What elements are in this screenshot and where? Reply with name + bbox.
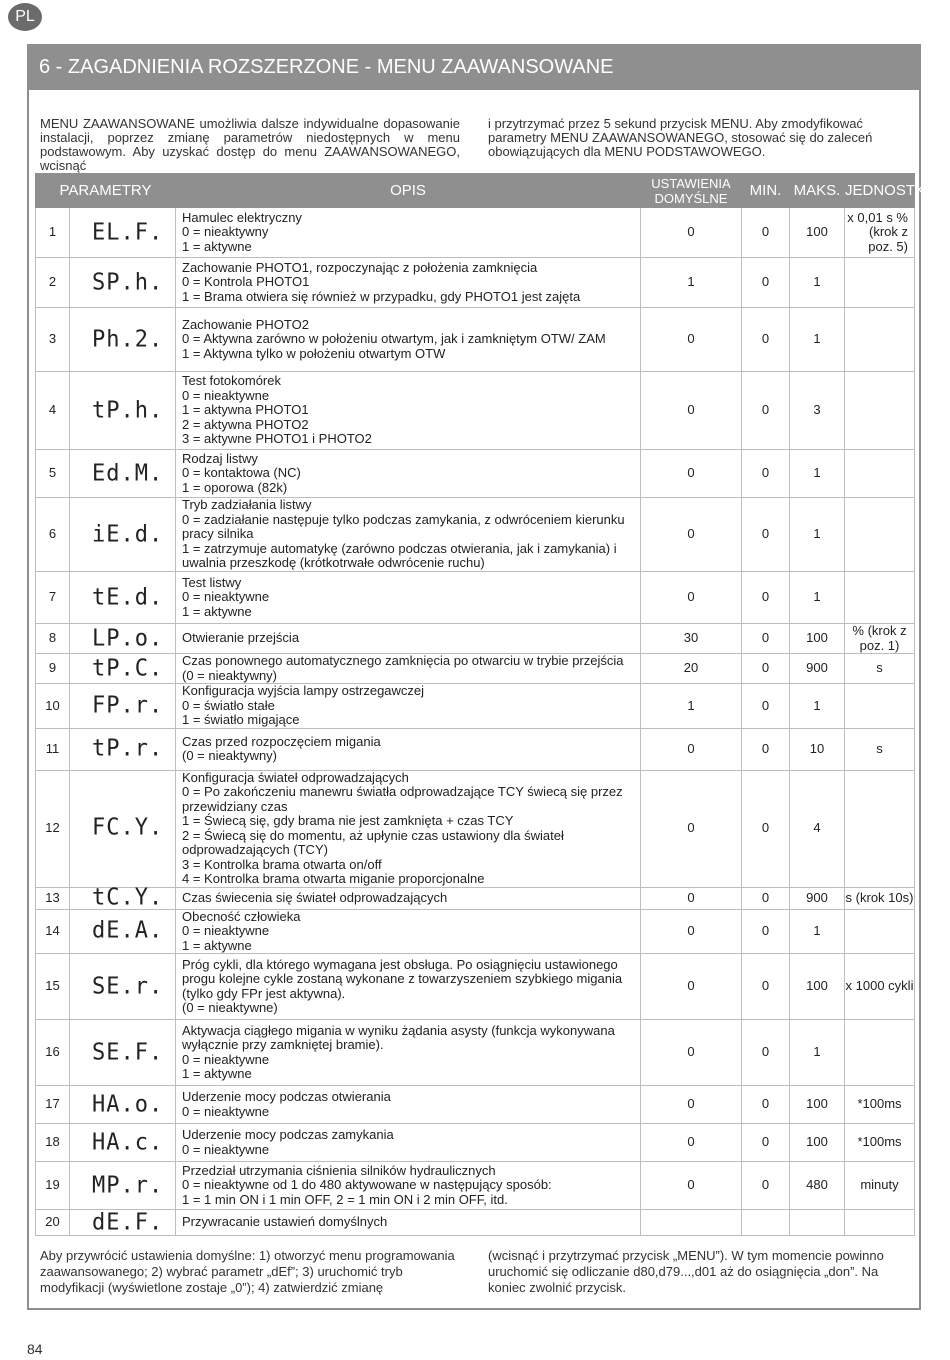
table-row (36, 372, 915, 450)
table-row (36, 1124, 915, 1162)
description-line: Obecność człowieka (182, 908, 301, 924)
min-value: 0 (742, 909, 790, 954)
parameter-code-display: Ed.M. (70, 448, 176, 498)
description-line: 1 = Brama otwiera się również w przypadku, gdy PHOTO1 jest zajęta (182, 288, 581, 304)
description-line: Przywracanie ustawień domyślnych (182, 1214, 388, 1230)
parameter-description (176, 498, 641, 572)
parameter-description (176, 308, 641, 372)
table-row (36, 498, 915, 572)
unit-value: *100ms (845, 1124, 915, 1162)
parameter-description (176, 372, 641, 450)
description-line: 0 = nieaktywny (182, 224, 269, 240)
min-value: 0 (742, 258, 790, 308)
description-line: 1 = światło migające (182, 712, 300, 727)
description-line: 0 = nieaktywne (182, 923, 270, 938)
min-value: 0 (742, 572, 790, 624)
row-number: 15 (36, 954, 70, 1020)
default-value (641, 1210, 742, 1236)
header-unit: JEDNOSTKA (845, 174, 915, 208)
row-number: 9 (36, 654, 70, 684)
default-value: 1 (641, 258, 742, 308)
min-value: 0 (742, 887, 790, 909)
description-line: Test listwy (182, 574, 242, 590)
row-number: 1 (36, 208, 70, 258)
min-value: 0 (742, 654, 790, 684)
intro-text-left: MENU ZAAWANSOWANE umożliwia dalsze indywidualne dopasowanie instalacji, poprzez zmianę parametrów niedostępnych w menu podstawowym. Aby uzyskać dostęp do menu ZAAWANSOWANEGO, wcisnąć (40, 116, 460, 173)
parameter-code-display: LP.o. (70, 623, 176, 655)
min-value: 0 (742, 624, 790, 654)
description-line: 0 = nieaktywne (182, 387, 270, 403)
max-value: 100 (790, 1086, 845, 1124)
table-row (36, 450, 915, 498)
header-opis: OPIS (176, 174, 641, 208)
section-title: 6 - ZAGADNIENIA ROZSZERZONE - MENU ZAAWANSOWANE (27, 44, 921, 90)
max-value: 100 (790, 954, 845, 1020)
max-value: 1 (790, 909, 845, 954)
parameter-description (176, 887, 641, 909)
parameter-code-display: dE.A. (70, 908, 176, 955)
parameters-table (35, 173, 936, 1236)
parameter-description (176, 624, 641, 654)
max-value: 1 (790, 684, 845, 729)
row-number: 16 (36, 1020, 70, 1086)
parameter-description (176, 258, 641, 308)
row-number: 5 (36, 450, 70, 498)
min-value: 0 (742, 1020, 790, 1086)
parameter-code-display: SE.r. (70, 952, 176, 1021)
parameter-description (176, 909, 641, 954)
description-line: 1 = aktywne (182, 238, 252, 254)
default-value: 20 (641, 654, 742, 684)
default-value: 0 (641, 1124, 742, 1162)
parameter-description (176, 1210, 641, 1236)
header-min: MIN. (742, 174, 790, 208)
table-row (36, 208, 915, 258)
default-value: 0 (641, 728, 742, 770)
max-value: 100 (790, 624, 845, 654)
table-row (36, 1020, 915, 1086)
min-value: 0 (742, 308, 790, 372)
table-row (36, 770, 915, 887)
unit-value (845, 498, 915, 572)
description-line: 0 = nieaktywne (182, 1141, 270, 1157)
parameter-description (176, 208, 641, 258)
description-line: 0 = nieaktywne od 1 do 480 aktywowane w następujący sposób: (182, 1177, 552, 1193)
description-line: 1 = aktywne (182, 1066, 252, 1081)
min-value: 0 (742, 208, 790, 258)
parameter-description (176, 450, 641, 498)
max-value: 1 (790, 498, 845, 572)
parameter-code-display: dE.F. (70, 1209, 176, 1236)
parameter-code-display: HA.o. (70, 1085, 176, 1125)
header-max: MAKS. (790, 174, 845, 208)
unit-value (845, 684, 915, 729)
default-value: 0 (641, 498, 742, 572)
min-value (742, 1210, 790, 1236)
unit-value (845, 572, 915, 624)
description-line: 0 = Aktywna zarówno w położeniu otwartym, jak i zamkniętym OTW/ ZAM (182, 331, 606, 347)
row-number: 20 (36, 1210, 70, 1236)
min-value: 0 (742, 684, 790, 729)
description-line: 1 = Aktywna tylko w położeniu otwartym OTW (182, 345, 446, 361)
default-value: 0 (641, 1162, 742, 1210)
description-line: Zachowanie PHOTO1, rozpoczynając z położenia zamknięcia (182, 259, 538, 275)
header-default (641, 174, 742, 208)
description-line: Czas ponownego automatycznego zamknięcia po otwarciu w trybie przejścia (0 = nieaktywny) (182, 653, 624, 683)
default-value: 0 (641, 308, 742, 372)
unit-value (845, 770, 915, 887)
description-line: Test fotokomórek (182, 373, 281, 389)
description-line: (0 = nieaktywne) (182, 1000, 278, 1015)
parameter-description (176, 1086, 641, 1124)
min-value: 0 (742, 450, 790, 498)
parameter-description (176, 654, 641, 684)
description-line: Czas świecenia się świateł odprowadzających (182, 889, 448, 905)
row-number: 2 (36, 258, 70, 308)
description-line: 1 = 1 min ON i 1 min OFF, 2 = 1 min ON i 2 min OFF, itd. (182, 1191, 508, 1207)
row-number: 17 (36, 1086, 70, 1124)
description-line: 1 = Świecą się, gdy brama nie jest zamknięta + czas TCY (182, 813, 514, 828)
parameter-description (176, 728, 641, 770)
description-line: 1 = oporowa (82k) (182, 479, 288, 495)
row-number: 19 (36, 1162, 70, 1210)
min-value: 0 (742, 1086, 790, 1124)
description-line: Konfiguracja świateł odprowadzających (182, 769, 409, 785)
parameter-code-display: FC.Y. (70, 767, 176, 890)
description-line: 0 = światło stałe (182, 697, 275, 713)
parameter-code-display: iE.d. (70, 496, 176, 574)
description-line: Zachowanie PHOTO2 (182, 316, 309, 332)
header-default-line1: USTAWIENIA (651, 175, 731, 191)
max-value: 100 (790, 1124, 845, 1162)
parameter-code-display: SE.F. (70, 1018, 176, 1087)
parameter-code-display: tP.C. (70, 653, 176, 685)
table-row (36, 308, 915, 372)
unit-value (845, 258, 915, 308)
default-value: 0 (641, 372, 742, 450)
description-line: Aktywacja ciągłego migania w wyniku żądania asysty (funkcja wykonywana wyłącznie przy zamkniętej bramie). (182, 1022, 615, 1052)
default-value: 0 (641, 770, 742, 887)
description-line: Hamulec elektryczny (182, 209, 302, 225)
row-number: 3 (36, 308, 70, 372)
row-number: 7 (36, 572, 70, 624)
table-row (36, 624, 915, 654)
min-value: 0 (742, 1162, 790, 1210)
min-value: 0 (742, 728, 790, 770)
table-header-row (36, 174, 915, 208)
unit-value: minuty (845, 1162, 915, 1210)
description-line: 3 = Kontrolka brama otwarta on/off (182, 856, 382, 872)
table-row (36, 909, 915, 954)
max-value: 900 (790, 887, 845, 909)
parameter-description (176, 572, 641, 624)
default-value: 1 (641, 684, 742, 729)
unit-value (845, 909, 915, 954)
default-value: 0 (641, 572, 742, 624)
description-line: (0 = nieaktywny) (182, 748, 278, 763)
description-line: 1 = zatrzymuje automatykę (zarówno podczas otwierania, jak i zamykania) i uwalnia przeszkodę (krótkotrwałe odwrócenie ruchu) (182, 540, 617, 571)
description-line: Uderzenie mocy podczas zamykania (182, 1127, 394, 1142)
parameter-code-display: tP.r. (70, 727, 176, 771)
parameter-description (176, 1162, 641, 1210)
description-line: 1 = aktywne (182, 603, 252, 619)
description-line: Przedział utrzymania ciśnienia silników hydraulicznych (182, 1162, 496, 1178)
parameter-code-display: Ph.2. (70, 306, 176, 373)
unit-value (845, 308, 915, 372)
max-value (790, 1210, 845, 1236)
default-value: 0 (641, 954, 742, 1020)
max-value: 4 (790, 770, 845, 887)
table-row (36, 887, 915, 909)
outro-text-left: Aby przywrócić ustawienia domyślne: 1) otworzyć menu programowania zaawansowanego; 2) wybrać parametr „dEf”; 3) uruchomić tryb modyfikacji (wyświetlone zostaje „0”); 4) zatwierdzić zmianę (40, 1248, 455, 1295)
unit-value: *100ms (845, 1086, 915, 1124)
row-number: 6 (36, 498, 70, 572)
table-row (36, 258, 915, 308)
parameter-description (176, 770, 641, 887)
max-value: 1 (790, 308, 845, 372)
description-line: Rodzaj listwy (182, 450, 258, 466)
description-line: 0 = nieaktywne (182, 1103, 270, 1119)
description-line: 4 = Kontrolka brama otwarta miganie proporcjonalne (182, 871, 485, 886)
parameter-code-display: tP.h. (70, 370, 176, 452)
min-value: 0 (742, 498, 790, 572)
unit-value: s (845, 654, 915, 684)
max-value: 900 (790, 654, 845, 684)
page-number: 84 (27, 1341, 43, 1357)
description-line: 0 = Kontrola PHOTO1 (182, 274, 310, 290)
unit-value (845, 450, 915, 498)
parameter-description (176, 954, 641, 1020)
min-value: 0 (742, 954, 790, 1020)
table-row (36, 1210, 915, 1236)
description-line: Czas przed rozpoczęciem migania (182, 733, 381, 749)
max-value: 3 (790, 372, 845, 450)
row-number: 14 (36, 909, 70, 954)
parameter-code-display: tC.Y. (70, 886, 176, 909)
max-value: 100 (790, 208, 845, 258)
max-value: 1 (790, 258, 845, 308)
table-row (36, 654, 915, 684)
description-line: Konfiguracja wyjścia lampy ostrzegawczej (182, 683, 425, 698)
min-value: 0 (742, 1124, 790, 1162)
unit-value: x 1000 cykli (845, 954, 915, 1020)
row-number: 10 (36, 684, 70, 729)
description-line: Uderzenie mocy podczas otwierania (182, 1089, 391, 1104)
default-value: 0 (641, 909, 742, 954)
row-number: 11 (36, 728, 70, 770)
description-line: 2 = Świecą się do momentu, aż upłynie czas ustawiony dla świateł odprowadzających (TCY) (182, 827, 564, 857)
row-number: 4 (36, 372, 70, 450)
unit-value: s (krok 10s) (845, 887, 915, 909)
max-value: 1 (790, 572, 845, 624)
outro-text-right: (wcisnąć i przytrzymać przycisk „MENU”). W tym momencie powinno uruchomić się odliczanie d80,d79...,d01 aż do osiągnięcia „don”. Na koniec zwolnić przycisk. (488, 1248, 884, 1295)
row-number: 13 (36, 887, 70, 909)
unit-value: x 0,01 s % (krok z poz. 5) (845, 208, 915, 258)
header-parametry: PARAMETRY (36, 174, 176, 208)
description-line: Otwieranie przejścia (182, 630, 300, 646)
max-value: 480 (790, 1162, 845, 1210)
description-line: 0 = Po zakończeniu manewru światła odprowadzające TCY świecą się przez przewidziany czas (182, 784, 623, 814)
header-default-line2: DOMYŚLNE (654, 190, 728, 206)
unit-value (845, 372, 915, 450)
default-value: 0 (641, 1086, 742, 1124)
parameter-code-display: tE.d. (70, 570, 176, 625)
description-line: Próg cykli, dla którego wymagana jest obsługa. Po osiągnięciu ustawionego progu kolejne cykle zostaną wykonane z towarzyszeniem szybkiego migania (tylko gdy FPr jest aktywna). (182, 956, 623, 1001)
unit-value (845, 1020, 915, 1086)
parameter-code-display: FP.r. (70, 682, 176, 729)
parameter-code-display: SP.h. (70, 256, 176, 309)
min-value: 0 (742, 770, 790, 887)
parameter-code-display: HA.c. (70, 1123, 176, 1163)
max-value: 1 (790, 1020, 845, 1086)
parameter-code-display: EL.F. (70, 206, 176, 259)
description-line: 0 = nieaktywne (182, 589, 270, 605)
description-line: 0 = kontaktowa (NC) (182, 465, 301, 481)
max-value: 10 (790, 728, 845, 770)
parameter-description (176, 1020, 641, 1086)
min-value: 0 (742, 372, 790, 450)
default-value: 0 (641, 208, 742, 258)
unit-value: s (845, 728, 915, 770)
row-number: 12 (36, 770, 70, 887)
default-value: 0 (641, 1020, 742, 1086)
table-row (36, 1086, 915, 1124)
description-line: 3 = aktywne PHOTO1 i PHOTO2 (182, 431, 372, 447)
intro-text-right: i przytrzymać przez 5 sekund przycisk MENU. Aby zmodyfikować parametry MENU ZAAWANSOWANEGO, stosować się do zaleceń obowiązujących dla MENU PODSTAWOWEGO. (488, 116, 873, 159)
parameter-description (176, 684, 641, 729)
description-line: 1 = aktywne (182, 937, 252, 953)
row-number: 18 (36, 1124, 70, 1162)
table-row (36, 1162, 915, 1210)
parameter-code-display: MP.r. (70, 1160, 176, 1210)
unit-value: % (krok z poz. 1) (845, 624, 915, 654)
description-line: 0 = zadziałanie następuje tylko podczas zamykania, z odwróceniem kierunku pracy silnika (182, 511, 625, 542)
max-value: 1 (790, 450, 845, 498)
table-row (36, 728, 915, 770)
row-number: 8 (36, 624, 70, 654)
table-body (36, 208, 915, 1236)
description-line: Tryb zadziałania listwy (182, 497, 312, 513)
table-row (36, 954, 915, 1020)
default-value: 0 (641, 887, 742, 909)
table-row (36, 572, 915, 624)
default-value: 0 (641, 450, 742, 498)
description-line: 1 = aktywna PHOTO1 (182, 402, 309, 418)
default-value: 30 (641, 624, 742, 654)
description-line: 0 = nieaktywne (182, 1051, 270, 1067)
parameter-description (176, 1124, 641, 1162)
unit-value (845, 1210, 915, 1236)
description-line: 2 = aktywna PHOTO2 (182, 416, 309, 432)
table-row (36, 684, 915, 729)
language-badge: PL (8, 3, 42, 31)
